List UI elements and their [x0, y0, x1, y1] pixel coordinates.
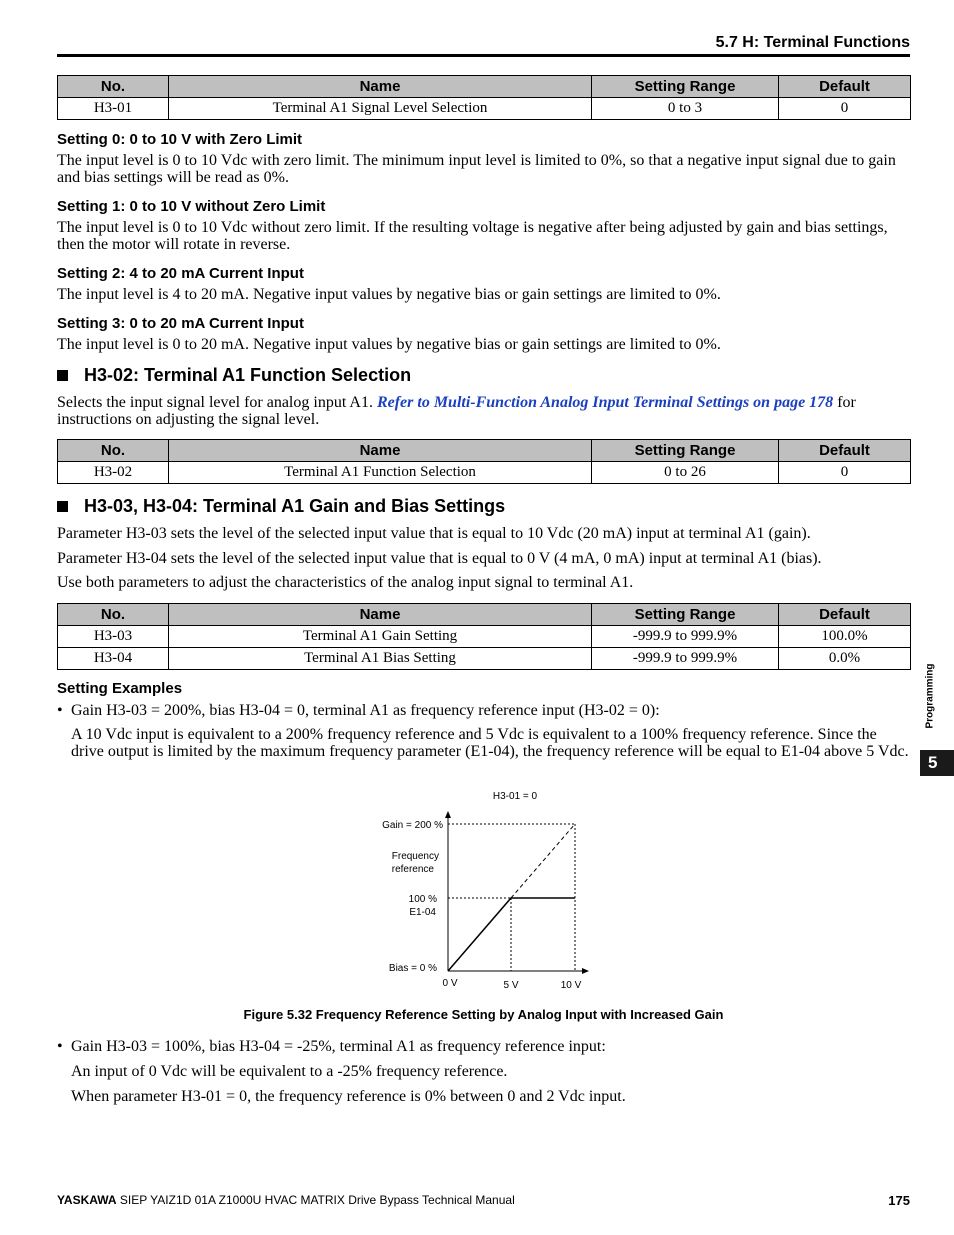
example-2-bullet	[57, 1038, 606, 1056]
table-header-row	[58, 604, 911, 626]
h3-03-04-heading	[57, 496, 505, 517]
h3-02-text-after: for instructions on adjusting the signal level.	[57, 394, 856, 428]
reference-label: reference	[391, 864, 434, 875]
table-cell: H3-03	[58, 626, 169, 648]
hundred-percent-label: 100 %	[408, 894, 437, 905]
bullet-dot-icon: •	[57, 1038, 63, 1055]
chapter-tab: 5	[920, 750, 954, 776]
h3-03-paragraph: Parameter H3-03 sets the level of the selected input value that is equal to 10 Vdc (20 mA) input at terminal A1 (gain).	[57, 525, 811, 542]
table-row	[58, 648, 911, 670]
example-2-line-1: An input of 0 Vdc will be equivalent to a -25% frequency reference.	[71, 1063, 508, 1080]
table-cell: H3-02	[58, 462, 169, 484]
column-header: Default	[779, 76, 911, 98]
x-tick-10v: 10 V	[560, 980, 582, 991]
column-header: No.	[58, 76, 169, 98]
frequency-reference-graph	[370, 785, 600, 995]
table-cell: 0	[779, 98, 911, 120]
column-header: No.	[58, 604, 169, 626]
setting-3-title: Setting 3: 0 to 20 mA Current Input	[57, 315, 304, 332]
header-rule	[57, 54, 910, 57]
table-cell: Terminal A1 Signal Level Selection	[169, 98, 592, 120]
footer-manual-name: SIEP YAIZ1D 01A Z1000U HVAC MATRIX Drive Bypass Technical Manual	[116, 1193, 515, 1207]
h3-03-04-title: H3-03, H3-04: Terminal A1 Gain and Bias Settings	[84, 496, 506, 516]
table-cell: 0 to 3	[592, 98, 779, 120]
table-cell: 0 to 26	[592, 462, 779, 484]
gain-bias-usage-paragraph: Use both parameters to adjust the characteristics of the analog input signal to terminal A1.	[57, 574, 634, 591]
h3-02-description	[57, 394, 910, 428]
column-header: Default	[779, 440, 911, 462]
setting-2-title: Setting 2: 4 to 20 mA Current Input	[57, 265, 304, 282]
setting-examples-title: Setting Examples	[57, 680, 183, 697]
setting-0-title: Setting 0: 0 to 10 V with Zero Limit	[57, 131, 303, 148]
column-header: Setting Range	[592, 604, 779, 626]
table-row	[58, 626, 911, 648]
table-cell: H3-04	[58, 648, 169, 670]
graph-top-label: H3-01 = 0	[492, 791, 538, 802]
example-2-text: Gain H3-03 = 100%, bias H3-04 = -25%, terminal A1 as frequency reference input:	[71, 1038, 606, 1055]
table-cell: 0.0%	[779, 648, 911, 670]
example-1-description: A 10 Vdc input is equivalent to a 200% frequency reference and 5 Vdc is equivalent to a 100% frequency reference. Since the drive output is limited by the maximum frequency parameter (E1-04), the frequency reference will be equal to E1-04 above 5 Vdc.	[71, 726, 909, 760]
parameter-table-h3-03-04	[57, 603, 911, 670]
table-header-row	[58, 76, 911, 98]
section-header: 5.7 H: Terminal Functions	[715, 34, 910, 51]
table-cell: Terminal A1 Gain Setting	[169, 626, 592, 648]
h3-02-text-before: Selects the input signal level for analog input A1.	[57, 394, 377, 411]
x-tick-5v: 5 V	[503, 980, 519, 991]
h3-04-paragraph: Parameter H3-04 sets the level of the selected input value that is equal to 0 V (4 mA, 0 mA) input at terminal A1 (bias).	[57, 550, 822, 567]
footer-manual-title	[57, 1193, 515, 1207]
table-row	[58, 462, 911, 484]
table-cell: H3-01	[58, 98, 169, 120]
setting-1-text: The input level is 0 to 10 Vdc without zero limit. If the resulting voltage is negative after being adjusted by gain and bias settings, then the motor will rotate in reverse.	[57, 219, 888, 253]
setting-1-title: Setting 1: 0 to 10 V without Zero Limit	[57, 198, 326, 215]
table-cell: 0	[779, 462, 911, 484]
figure-caption: Figure 5.32 Frequency Reference Setting by Analog Input with Increased Gain	[243, 1007, 724, 1022]
footer-brand: YASKAWA	[57, 1193, 117, 1207]
example-2-line-2: When parameter H3-01 = 0, the frequency reference is 0% between 0 and 2 Vdc input.	[71, 1088, 626, 1105]
table-row	[58, 98, 911, 120]
setting-2-text: The input level is 4 to 20 mA. Negative input values by negative bias or gain settings are limited to 0%.	[57, 286, 721, 303]
table-cell: -999.9 to 999.9%	[592, 626, 779, 648]
parameter-table-h3-02	[57, 439, 911, 484]
x-axis-arrow-icon	[582, 968, 589, 974]
h3-02-title: H3-02: Terminal A1 Function Selection	[84, 365, 412, 385]
setting-3-text: The input level is 0 to 20 mA. Negative input values by negative bias or gain settings are limited to 0%.	[57, 336, 721, 353]
e1-04-label: E1-04	[409, 907, 436, 918]
column-header: Setting Range	[592, 440, 779, 462]
page-number: 175	[888, 1193, 910, 1208]
column-header: Name	[169, 76, 592, 98]
gain-extension-line	[511, 824, 575, 898]
column-header: Setting Range	[592, 76, 779, 98]
example-1-bullet	[57, 702, 660, 720]
bias-label: Bias = 0 %	[388, 963, 437, 974]
setting-0-text: The input level is 0 to 10 Vdc with zero limit. The minimum input level is limited to 0%, so that a negative input signal due to gain and bias settings will be read as 0%.	[57, 152, 896, 186]
table-cell: -999.9 to 999.9%	[592, 648, 779, 670]
column-header: Name	[169, 604, 592, 626]
x-tick-0v: 0 V	[442, 978, 458, 989]
gain-label: Gain = 200 %	[382, 820, 443, 831]
side-tab-label: Programming	[924, 663, 936, 729]
multi-function-analog-input-link[interactable]: Refer to Multi-Function Analog Input Terminal Settings on page 178	[376, 394, 834, 411]
h3-02-heading	[57, 365, 411, 386]
table-header-row	[58, 440, 911, 462]
table-cell: Terminal A1 Function Selection	[169, 462, 592, 484]
parameter-table-h3-01	[57, 75, 911, 120]
example-1-text: Gain H3-03 = 200%, bias H3-04 = 0, terminal A1 as frequency reference input (H3-02 = 0):	[71, 702, 660, 719]
bullet-square-icon	[57, 370, 68, 381]
y-axis-arrow-icon	[445, 811, 451, 818]
column-header: Default	[779, 604, 911, 626]
column-header: No.	[58, 440, 169, 462]
frequency-label: Frequency	[391, 851, 439, 862]
column-header: Name	[169, 440, 592, 462]
bullet-dot-icon: •	[57, 702, 63, 719]
table-cell: 100.0%	[779, 626, 911, 648]
table-cell: Terminal A1 Bias Setting	[169, 648, 592, 670]
bullet-square-icon	[57, 501, 68, 512]
